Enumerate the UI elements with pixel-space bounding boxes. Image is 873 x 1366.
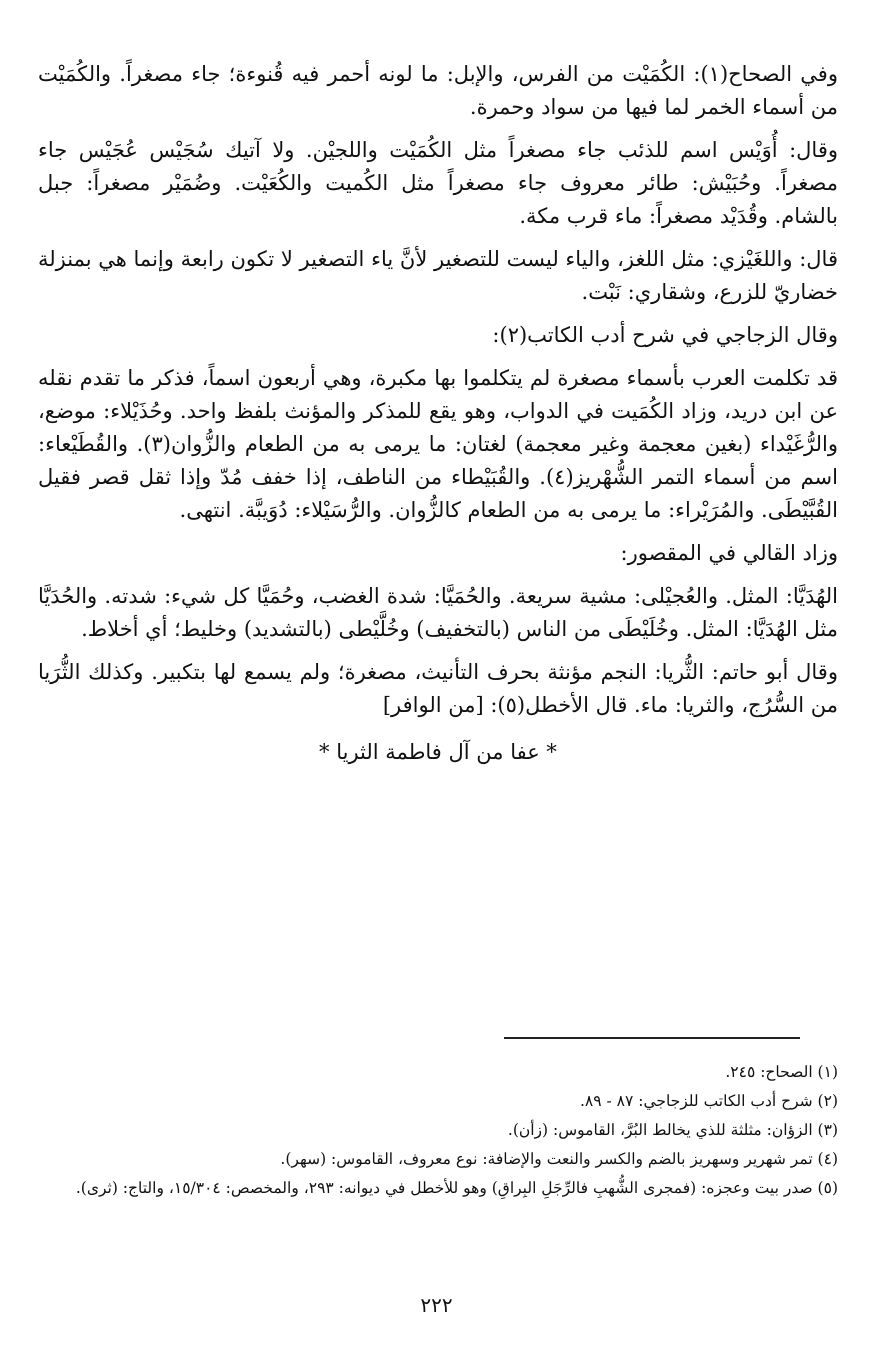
paragraph-lughayzi: قال: واللغَيْزي: مثل اللغز، والياء ليست للتصغير لأنَّ ياء التصغير لا تكون رابعة وإنما هي بمنزلة خضاريّ للزرع، وشقاري: نَبْت. bbox=[38, 247, 838, 304]
paragraph-zajjaji-quote: قد تكلمت العرب بأسماء مصغرة لم يتكلموا بها مكبرة، وهي أربعون اسماً، فذكر ما تقدم نقله عن ابن دريد، وزاد الكُمَيت في الدواب، وهو يقع للمذكر والمؤنث بلفظ واحد. وحُذَيْلاء: موضع، والرُّغَيْداء (بغين معجمة وغير معجمة) لغتان: ما يرمى به من الطعام والزُّوان(٣). والقُطَيْعاء: اسم من أسماء التمر الشُّهْريز(٤). والقُبَيْطاء من الناطف، إذا خفف مُدّ وإذا ثقل قصر فقيل القُبَّيْطَى. والمُرَيْراء: ما يرمى به من الطعام كالزُّوان. والرُّسَيْلاء: دُوَيبَّة. انتهى. bbox=[38, 366, 838, 522]
page-number: ٢٢٢ bbox=[420, 1293, 453, 1317]
footnote-3: (٣) الزؤان: مثلثة للذي يخالط البُرَّ، القاموس: (زأن). bbox=[507, 1121, 838, 1139]
paragraph-qali-quote: الهُدَيَّا: المثل. والعُجيْلى: مشية سريعة. والحُمَيَّا: شدة الغضب، وحُمَيَّا كل شيء: شدته. والحُدَيَّا مثل الهُدَيَّا: المثل. وخُلَيْطَى من الناس (بالتخفيف) وخُلَّيْطى (بالتشديد) وخليط؛ أي أخلاط. bbox=[38, 584, 838, 641]
footnote-1: (١) الصحاح: ٢٤٥. bbox=[725, 1063, 838, 1081]
paragraph-qali-intro: وزاد القالي في المقصور: bbox=[620, 541, 838, 565]
footnote-5: (٥) صدر بيت وعجزه: (فمجرى الشُّهبِ فالرِّجَلِ البِراقِ) وهو للأخطل في ديوانه: ٢٩٣، والمخصص: ١٥/٣٠٤، والتاج: (ثرى). bbox=[75, 1179, 838, 1197]
main-text bbox=[38, 58, 838, 769]
footnote-2: (٢) شرح أدب الكاتب للزجاجي: ٨٧ - ٨٩. bbox=[579, 1092, 838, 1110]
paragraph-zajjaji-intro: وقال الزجاجي في شرح أدب الكاتب(٢): bbox=[492, 323, 838, 347]
paragraph-abu-hatim: وقال أبو حاتم: الثُّريا: النجم مؤنثة بحرف التأنيث، مصغرة؛ ولم يسمع لها بتكبير. وكذلك الثُّرَيا من السُّرُج، والثريا: ماء. قال الأخطل(٥): [من الوافر] bbox=[38, 660, 838, 717]
poem-line: * عفا من آل فاطمة الثريا * bbox=[319, 740, 557, 764]
paragraph-sihah: وفي الصحاح(١): الكُمَيْت من الفرس، والإبل: ما لونه أحمر فيه قُنوءة؛ جاء مصغراً. والكُمَيْت من أسماء الخمر لما فيها من سواد وحمرة. bbox=[38, 62, 838, 119]
footnotes bbox=[38, 1058, 838, 1203]
paragraph-uways: وقال: أُوَيْس اسم للذئب جاء مصغراً مثل الكُمَيْت واللجيْن. ولا آتيك سُجَيْس عُجَيْس جاء مصغراً. وحُبَيْش: طائر معروف جاء مصغراً مثل الكُميت والكُعَيْت. وضُمَيْر مصغراً: جبل بالشام. وقُدَيْد مصغراً: ماء قرب مكة. bbox=[38, 138, 838, 228]
footnote-4: (٤) تمر شهرير وسهريز بالضم والكسر والنعت والإضافة: نوع معروف، القاموس: (سهر). bbox=[280, 1150, 838, 1168]
footnote-divider bbox=[504, 1037, 800, 1039]
